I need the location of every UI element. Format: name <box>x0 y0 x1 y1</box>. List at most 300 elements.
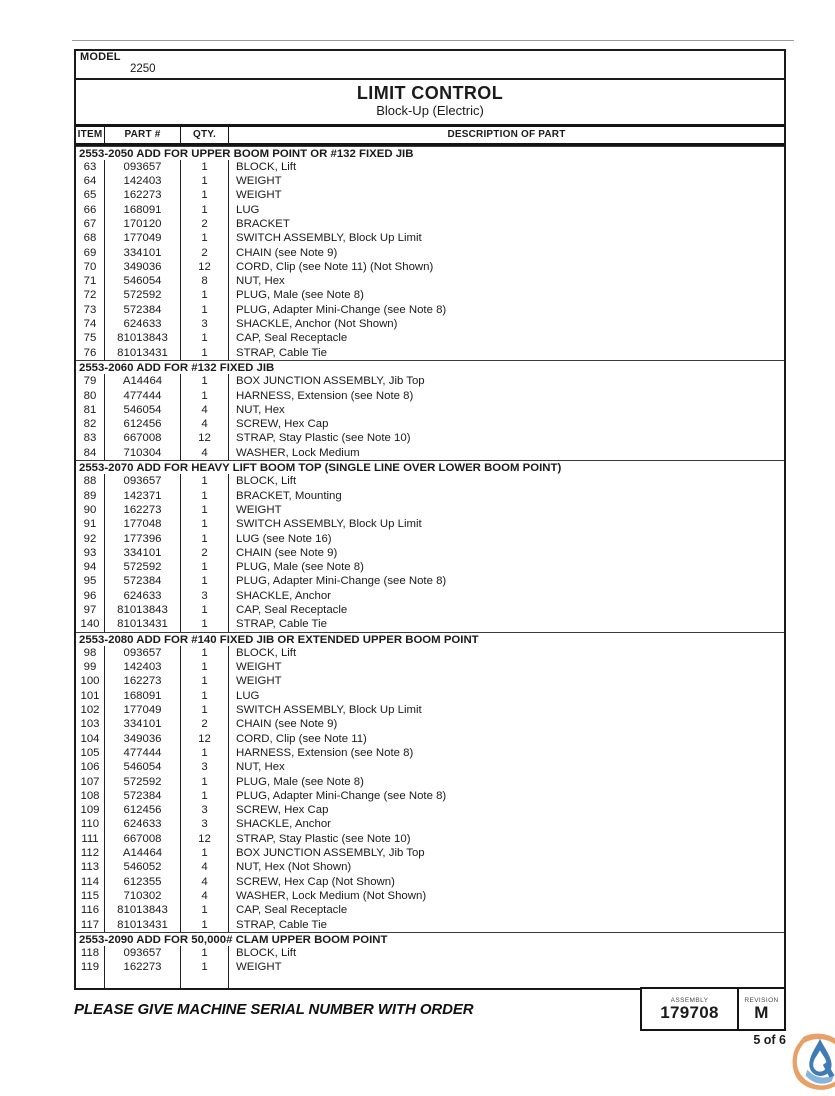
description-cell: STRAP, Stay Plastic (see Note 10) <box>236 832 411 845</box>
table-row <box>76 817 784 831</box>
item-cell: 119 <box>76 960 105 974</box>
part-number-cell: 093657 <box>105 474 181 488</box>
description-cell: BOX JUNCTION ASSEMBLY, Jib Top <box>236 847 425 860</box>
table-row <box>76 832 784 846</box>
description-cell: STRAP, Cable Tie <box>236 618 327 631</box>
item-cell: 79 <box>76 374 105 388</box>
table-row <box>76 789 784 803</box>
qty-cell: 1 <box>181 603 229 617</box>
assembly-cell <box>642 989 739 1029</box>
section-rows <box>76 474 784 631</box>
description-cell: PLUG, Adapter Mini-Change (see Note 8) <box>236 303 447 316</box>
table-row <box>76 389 784 403</box>
part-number-cell: 177049 <box>105 703 181 717</box>
qty-cell: 1 <box>181 203 229 217</box>
item-cell: 110 <box>76 817 105 831</box>
part-number-cell: 546052 <box>105 860 181 874</box>
qty-cell: 1 <box>181 660 229 674</box>
description-cell: STRAP, Cable Tie <box>236 346 327 359</box>
qty-cell: 1 <box>181 560 229 574</box>
item-cell: 102 <box>76 703 105 717</box>
table-row <box>76 560 784 574</box>
section-header: 2553-2090 ADD FOR 50,000# CLAM UPPER BOOM POINT <box>76 932 784 946</box>
qty-cell: 3 <box>181 317 229 331</box>
description-cell: BRACKET <box>236 217 290 230</box>
table-row <box>76 889 784 903</box>
part-number-cell: 334101 <box>105 717 181 731</box>
part-number-cell: 81013843 <box>105 331 181 345</box>
description-cell: CORD, Clip (see Note 11) <box>236 732 367 745</box>
qty-cell: 2 <box>181 717 229 731</box>
part-number-cell: 612355 <box>105 875 181 889</box>
qty-cell: 2 <box>181 546 229 560</box>
assembly-revision-box <box>640 987 786 1031</box>
table-row <box>76 846 784 860</box>
description-cell: BLOCK, Lift <box>236 646 297 659</box>
part-number-cell: 710304 <box>105 446 181 460</box>
qty-cell: 1 <box>181 517 229 531</box>
section-header: 2553-2060 ADD FOR #132 FIXED JIB <box>76 360 784 374</box>
section-rows <box>76 646 784 932</box>
page-subtitle: Block-Up (Electric) <box>376 102 484 118</box>
qty-cell: 1 <box>181 303 229 317</box>
description-cell: SHACKLE, Anchor <box>236 818 331 831</box>
description-cell: NUT, Hex <box>236 403 285 416</box>
table-row <box>76 617 784 631</box>
table-row <box>76 960 784 974</box>
table-row <box>76 503 784 517</box>
qty-cell: 1 <box>181 617 229 631</box>
qty-cell: 2 <box>181 246 229 260</box>
item-cell: 96 <box>76 589 105 603</box>
description-cell: PLUG, Adapter Mini-Change (see Note 8) <box>236 789 447 802</box>
column-header-item: ITEM <box>76 127 105 143</box>
item-cell: 118 <box>76 946 105 960</box>
description-cell: WEIGHT <box>236 675 282 688</box>
part-number-cell: 572592 <box>105 775 181 789</box>
table-row <box>76 188 784 202</box>
column-header-part: PART # <box>105 127 181 143</box>
item-cell: 101 <box>76 689 105 703</box>
part-number-cell: 142403 <box>105 660 181 674</box>
table-row <box>76 403 784 417</box>
part-number-cell: 142371 <box>105 489 181 503</box>
item-cell: 114 <box>76 875 105 889</box>
qty-cell: 1 <box>181 918 229 932</box>
part-number-cell: 546054 <box>105 403 181 417</box>
qty-cell: 1 <box>181 231 229 245</box>
page-title: LIMIT CONTROL <box>356 82 504 103</box>
section-header: 2553-2080 ADD FOR #140 FIXED JIB OR EXTENDED UPPER BOOM POINT <box>76 632 784 646</box>
description-cell: LUG (see Note 16) <box>236 532 332 545</box>
qty-cell: 3 <box>181 760 229 774</box>
part-number-cell: 477444 <box>105 389 181 403</box>
table-row <box>76 603 784 617</box>
assembly-number: 179708 <box>660 1003 719 1022</box>
table-row <box>76 260 784 274</box>
qty-cell: 4 <box>181 403 229 417</box>
item-cell: 76 <box>76 346 105 360</box>
qty-cell: 1 <box>181 960 229 974</box>
description-cell: PLUG, Male (see Note 8) <box>236 289 364 302</box>
qty-cell: 12 <box>181 260 229 274</box>
item-cell: 112 <box>76 846 105 860</box>
part-number-cell: A14464 <box>105 846 181 860</box>
item-cell: 67 <box>76 217 105 231</box>
item-cell: 103 <box>76 717 105 731</box>
parts-section <box>76 632 784 932</box>
part-number-cell: 667008 <box>105 832 181 846</box>
description-cell: SCREW, Hex Cap <box>236 418 329 431</box>
column-header-qty: QTY. <box>181 127 229 143</box>
qty-cell: 3 <box>181 803 229 817</box>
qty-cell: 1 <box>181 775 229 789</box>
item-cell: 82 <box>76 417 105 431</box>
description-cell: CORD, Clip (see Note 11) (Not Shown) <box>236 260 434 273</box>
item-cell: 88 <box>76 474 105 488</box>
table-row <box>76 689 784 703</box>
item-cell: 109 <box>76 803 105 817</box>
table-row <box>76 946 784 960</box>
scan-edge-line <box>72 40 794 41</box>
part-number-cell: 093657 <box>105 946 181 960</box>
table-row <box>76 417 784 431</box>
description-cell: BRACKET, Mounting <box>236 489 342 502</box>
item-cell: 94 <box>76 560 105 574</box>
table-row <box>76 217 784 231</box>
part-number-cell: 572384 <box>105 303 181 317</box>
section-header: 2553-2050 ADD FOR UPPER BOOM POINT OR #132 FIXED JIB <box>76 146 784 160</box>
description-cell: CAP, Seal Receptacle <box>236 332 348 345</box>
qty-cell: 1 <box>181 374 229 388</box>
table-row <box>76 803 784 817</box>
part-number-cell: 612456 <box>105 417 181 431</box>
item-cell: 84 <box>76 446 105 460</box>
item-cell: 115 <box>76 889 105 903</box>
table-row <box>76 346 784 360</box>
table-row <box>76 288 784 302</box>
part-number-cell: 81013431 <box>105 346 181 360</box>
parts-table <box>74 49 786 990</box>
qty-cell: 1 <box>181 946 229 960</box>
item-cell: 92 <box>76 532 105 546</box>
qty-cell: 4 <box>181 875 229 889</box>
part-number-cell: 177049 <box>105 231 181 245</box>
description-cell: WASHER, Lock Medium (Not Shown) <box>236 889 427 902</box>
qty-cell: 1 <box>181 346 229 360</box>
part-number-cell: 168091 <box>105 689 181 703</box>
part-number-cell: 093657 <box>105 160 181 174</box>
part-number-cell: 572384 <box>105 574 181 588</box>
qty-cell: 1 <box>181 188 229 202</box>
item-cell: 107 <box>76 775 105 789</box>
part-number-cell: 162273 <box>105 960 181 974</box>
part-number-cell: 349036 <box>105 732 181 746</box>
table-row <box>76 717 784 731</box>
description-cell: CAP, Seal Receptacle <box>236 604 348 616</box>
item-cell: 64 <box>76 174 105 188</box>
section-rows <box>76 160 784 360</box>
item-cell: 65 <box>76 188 105 202</box>
table-row <box>76 646 784 660</box>
table-row <box>76 374 784 388</box>
part-number-cell: 168091 <box>105 203 181 217</box>
description-cell: CHAIN (see Note 9) <box>236 246 338 259</box>
part-number-cell: 162273 <box>105 503 181 517</box>
table-row <box>76 174 784 188</box>
assembly-label: ASSEMBLY <box>670 997 709 1004</box>
parts-section <box>76 932 784 975</box>
qty-cell: 1 <box>181 746 229 760</box>
item-cell: 104 <box>76 732 105 746</box>
table-row <box>76 160 784 174</box>
table-row <box>76 246 784 260</box>
qty-cell: 1 <box>181 674 229 688</box>
description-cell: WEIGHT <box>236 961 282 974</box>
item-cell: 74 <box>76 317 105 331</box>
item-cell: 89 <box>76 489 105 503</box>
description-cell: NUT, Hex <box>236 761 285 774</box>
description-cell: WEIGHT <box>236 175 282 188</box>
qty-cell: 3 <box>181 589 229 603</box>
model-label: MODEL <box>80 51 121 63</box>
part-number-cell: 177396 <box>105 532 181 546</box>
part-number-cell: 572384 <box>105 789 181 803</box>
description-cell: CHAIN (see Note 9) <box>236 546 338 559</box>
item-cell: 105 <box>76 746 105 760</box>
description-cell: WEIGHT <box>236 661 282 674</box>
item-cell: 71 <box>76 274 105 288</box>
qty-cell: 1 <box>181 174 229 188</box>
table-row <box>76 303 784 317</box>
table-row <box>76 589 784 603</box>
item-cell: 68 <box>76 231 105 245</box>
item-cell: 80 <box>76 389 105 403</box>
part-number-cell: 667008 <box>105 431 181 445</box>
part-number-cell: 612456 <box>105 803 181 817</box>
qty-cell: 4 <box>181 417 229 431</box>
table-row <box>76 574 784 588</box>
column-header-description: DESCRIPTION OF PART <box>447 129 566 140</box>
table-row <box>76 431 784 445</box>
crane-network-logo-icon <box>788 1029 835 1091</box>
part-number-cell: 162273 <box>105 674 181 688</box>
part-number-cell: 334101 <box>105 246 181 260</box>
item-cell: 116 <box>76 903 105 917</box>
item-cell: 83 <box>76 431 105 445</box>
part-number-cell: 177048 <box>105 517 181 531</box>
qty-cell: 12 <box>181 832 229 846</box>
item-cell: 91 <box>76 517 105 531</box>
serial-number-note: PLEASE GIVE MACHINE SERIAL NUMBER WITH ORDER <box>74 1001 474 1018</box>
parts-section <box>76 460 784 632</box>
description-cell: SHACKLE, Anchor (Not Shown) <box>236 318 398 331</box>
part-number-cell: 477444 <box>105 746 181 760</box>
table-row <box>76 660 784 674</box>
item-cell: 63 <box>76 160 105 174</box>
qty-cell: 1 <box>181 532 229 546</box>
qty-cell: 12 <box>181 431 229 445</box>
description-cell: WEIGHT <box>236 189 282 202</box>
part-number-cell: 81013431 <box>105 617 181 631</box>
part-number-cell: 81013843 <box>105 603 181 617</box>
description-cell: STRAP, Stay Plastic (see Note 10) <box>236 432 411 445</box>
description-cell: NUT, Hex <box>236 275 285 288</box>
description-cell: PLUG, Male (see Note 8) <box>236 561 364 574</box>
item-cell: 106 <box>76 760 105 774</box>
part-number-cell: 546054 <box>105 760 181 774</box>
description-cell: WASHER, Lock Medium <box>236 446 360 459</box>
qty-cell: 1 <box>181 703 229 717</box>
description-cell: BLOCK, Lift <box>236 475 297 488</box>
table-row <box>76 546 784 560</box>
table-row <box>76 446 784 460</box>
table-row <box>76 317 784 331</box>
description-cell: SWITCH ASSEMBLY, Block Up Limit <box>236 518 422 531</box>
table-row <box>76 474 784 488</box>
model-row <box>76 51 784 80</box>
part-number-cell: 624633 <box>105 817 181 831</box>
table-row <box>76 732 784 746</box>
description-cell: LUG <box>236 689 260 702</box>
part-number-cell: 710302 <box>105 889 181 903</box>
model-value: 2250 <box>130 63 156 75</box>
description-cell: PLUG, Male (see Note 8) <box>236 775 364 788</box>
description-cell: SCREW, Hex Cap (Not Shown) <box>236 875 395 888</box>
part-number-cell: 624633 <box>105 317 181 331</box>
qty-cell: 1 <box>181 474 229 488</box>
part-number-cell: 572592 <box>105 288 181 302</box>
description-cell: HARNESS, Extension (see Note 8) <box>236 746 414 759</box>
qty-cell: 4 <box>181 889 229 903</box>
revision-label: REVISION <box>744 997 779 1004</box>
qty-cell: 1 <box>181 160 229 174</box>
part-number-cell: 349036 <box>105 260 181 274</box>
item-cell: 72 <box>76 288 105 302</box>
table-row <box>76 918 784 932</box>
description-cell: CAP, Seal Receptacle <box>236 904 348 917</box>
table-row <box>76 903 784 917</box>
qty-cell: 12 <box>181 732 229 746</box>
table-row <box>76 760 784 774</box>
part-number-cell: 162273 <box>105 188 181 202</box>
item-cell: 111 <box>76 832 105 846</box>
description-cell: BOX JUNCTION ASSEMBLY, Jib Top <box>236 375 425 388</box>
description-cell: PLUG, Adapter Mini-Change (see Note 8) <box>236 575 447 588</box>
table-row <box>76 331 784 345</box>
item-cell: 97 <box>76 603 105 617</box>
item-cell: 75 <box>76 331 105 345</box>
table-row <box>76 274 784 288</box>
qty-cell: 4 <box>181 860 229 874</box>
qty-cell: 3 <box>181 817 229 831</box>
item-cell: 99 <box>76 660 105 674</box>
column-header-row <box>76 127 784 146</box>
qty-cell: 4 <box>181 446 229 460</box>
parts-section <box>76 360 784 460</box>
qty-cell: 1 <box>181 288 229 302</box>
item-cell: 70 <box>76 260 105 274</box>
description-cell: CHAIN (see Note 9) <box>236 718 338 731</box>
item-cell: 73 <box>76 303 105 317</box>
qty-cell: 1 <box>181 903 229 917</box>
description-cell: LUG <box>236 203 260 216</box>
qty-cell: 1 <box>181 789 229 803</box>
section-header: 2553-2070 ADD FOR HEAVY LIFT BOOM TOP (SINGLE LINE OVER LOWER BOOM POINT) <box>76 460 784 474</box>
item-cell: 90 <box>76 503 105 517</box>
revision-letter: M <box>754 1003 769 1022</box>
description-cell: STRAP, Cable Tie <box>236 918 327 931</box>
qty-cell: 1 <box>181 389 229 403</box>
description-cell: HARNESS, Extension (see Note 8) <box>236 389 414 402</box>
part-number-cell: 334101 <box>105 546 181 560</box>
qty-cell: 1 <box>181 489 229 503</box>
item-cell: 69 <box>76 246 105 260</box>
table-row <box>76 875 784 889</box>
table-bottom-spacer <box>76 975 784 988</box>
description-cell: SWITCH ASSEMBLY, Block Up Limit <box>236 704 422 717</box>
item-cell: 66 <box>76 203 105 217</box>
table-body <box>76 146 784 975</box>
table-row <box>76 674 784 688</box>
qty-cell: 8 <box>181 274 229 288</box>
part-number-cell: 81013431 <box>105 918 181 932</box>
qty-cell: 2 <box>181 217 229 231</box>
part-number-cell: 81013843 <box>105 903 181 917</box>
table-row <box>76 532 784 546</box>
section-rows <box>76 374 784 460</box>
item-cell: 100 <box>76 674 105 688</box>
part-number-cell: 170120 <box>105 217 181 231</box>
qty-cell: 1 <box>181 574 229 588</box>
item-cell: 93 <box>76 546 105 560</box>
item-cell: 98 <box>76 646 105 660</box>
part-number-cell: 093657 <box>105 646 181 660</box>
item-cell: 81 <box>76 403 105 417</box>
description-cell: SCREW, Hex Cap <box>236 804 329 817</box>
revision-cell <box>739 989 784 1029</box>
item-cell: 117 <box>76 918 105 932</box>
item-cell: 95 <box>76 574 105 588</box>
parts-section <box>76 146 784 360</box>
part-number-cell: 572592 <box>105 560 181 574</box>
description-cell: BLOCK, Lift <box>236 160 297 173</box>
qty-cell: 1 <box>181 646 229 660</box>
item-cell: 113 <box>76 860 105 874</box>
table-row <box>76 746 784 760</box>
table-row <box>76 860 784 874</box>
table-row <box>76 489 784 503</box>
description-cell: NUT, Hex (Not Shown) <box>236 861 352 874</box>
part-number-cell: 142403 <box>105 174 181 188</box>
description-cell: SHACKLE, Anchor <box>236 589 331 602</box>
section-rows <box>76 946 784 975</box>
page-number: 5 of 6 <box>753 1033 786 1047</box>
table-row <box>76 517 784 531</box>
description-cell: SWITCH ASSEMBLY, Block Up Limit <box>236 232 422 245</box>
qty-cell: 1 <box>181 503 229 517</box>
item-cell: 108 <box>76 789 105 803</box>
qty-cell: 1 <box>181 331 229 345</box>
part-number-cell: 624633 <box>105 589 181 603</box>
qty-cell: 1 <box>181 689 229 703</box>
title-row <box>76 80 784 127</box>
part-number-cell: A14464 <box>105 374 181 388</box>
item-cell: 140 <box>76 617 105 631</box>
description-cell: WEIGHT <box>236 503 282 516</box>
table-row <box>76 775 784 789</box>
table-row <box>76 203 784 217</box>
